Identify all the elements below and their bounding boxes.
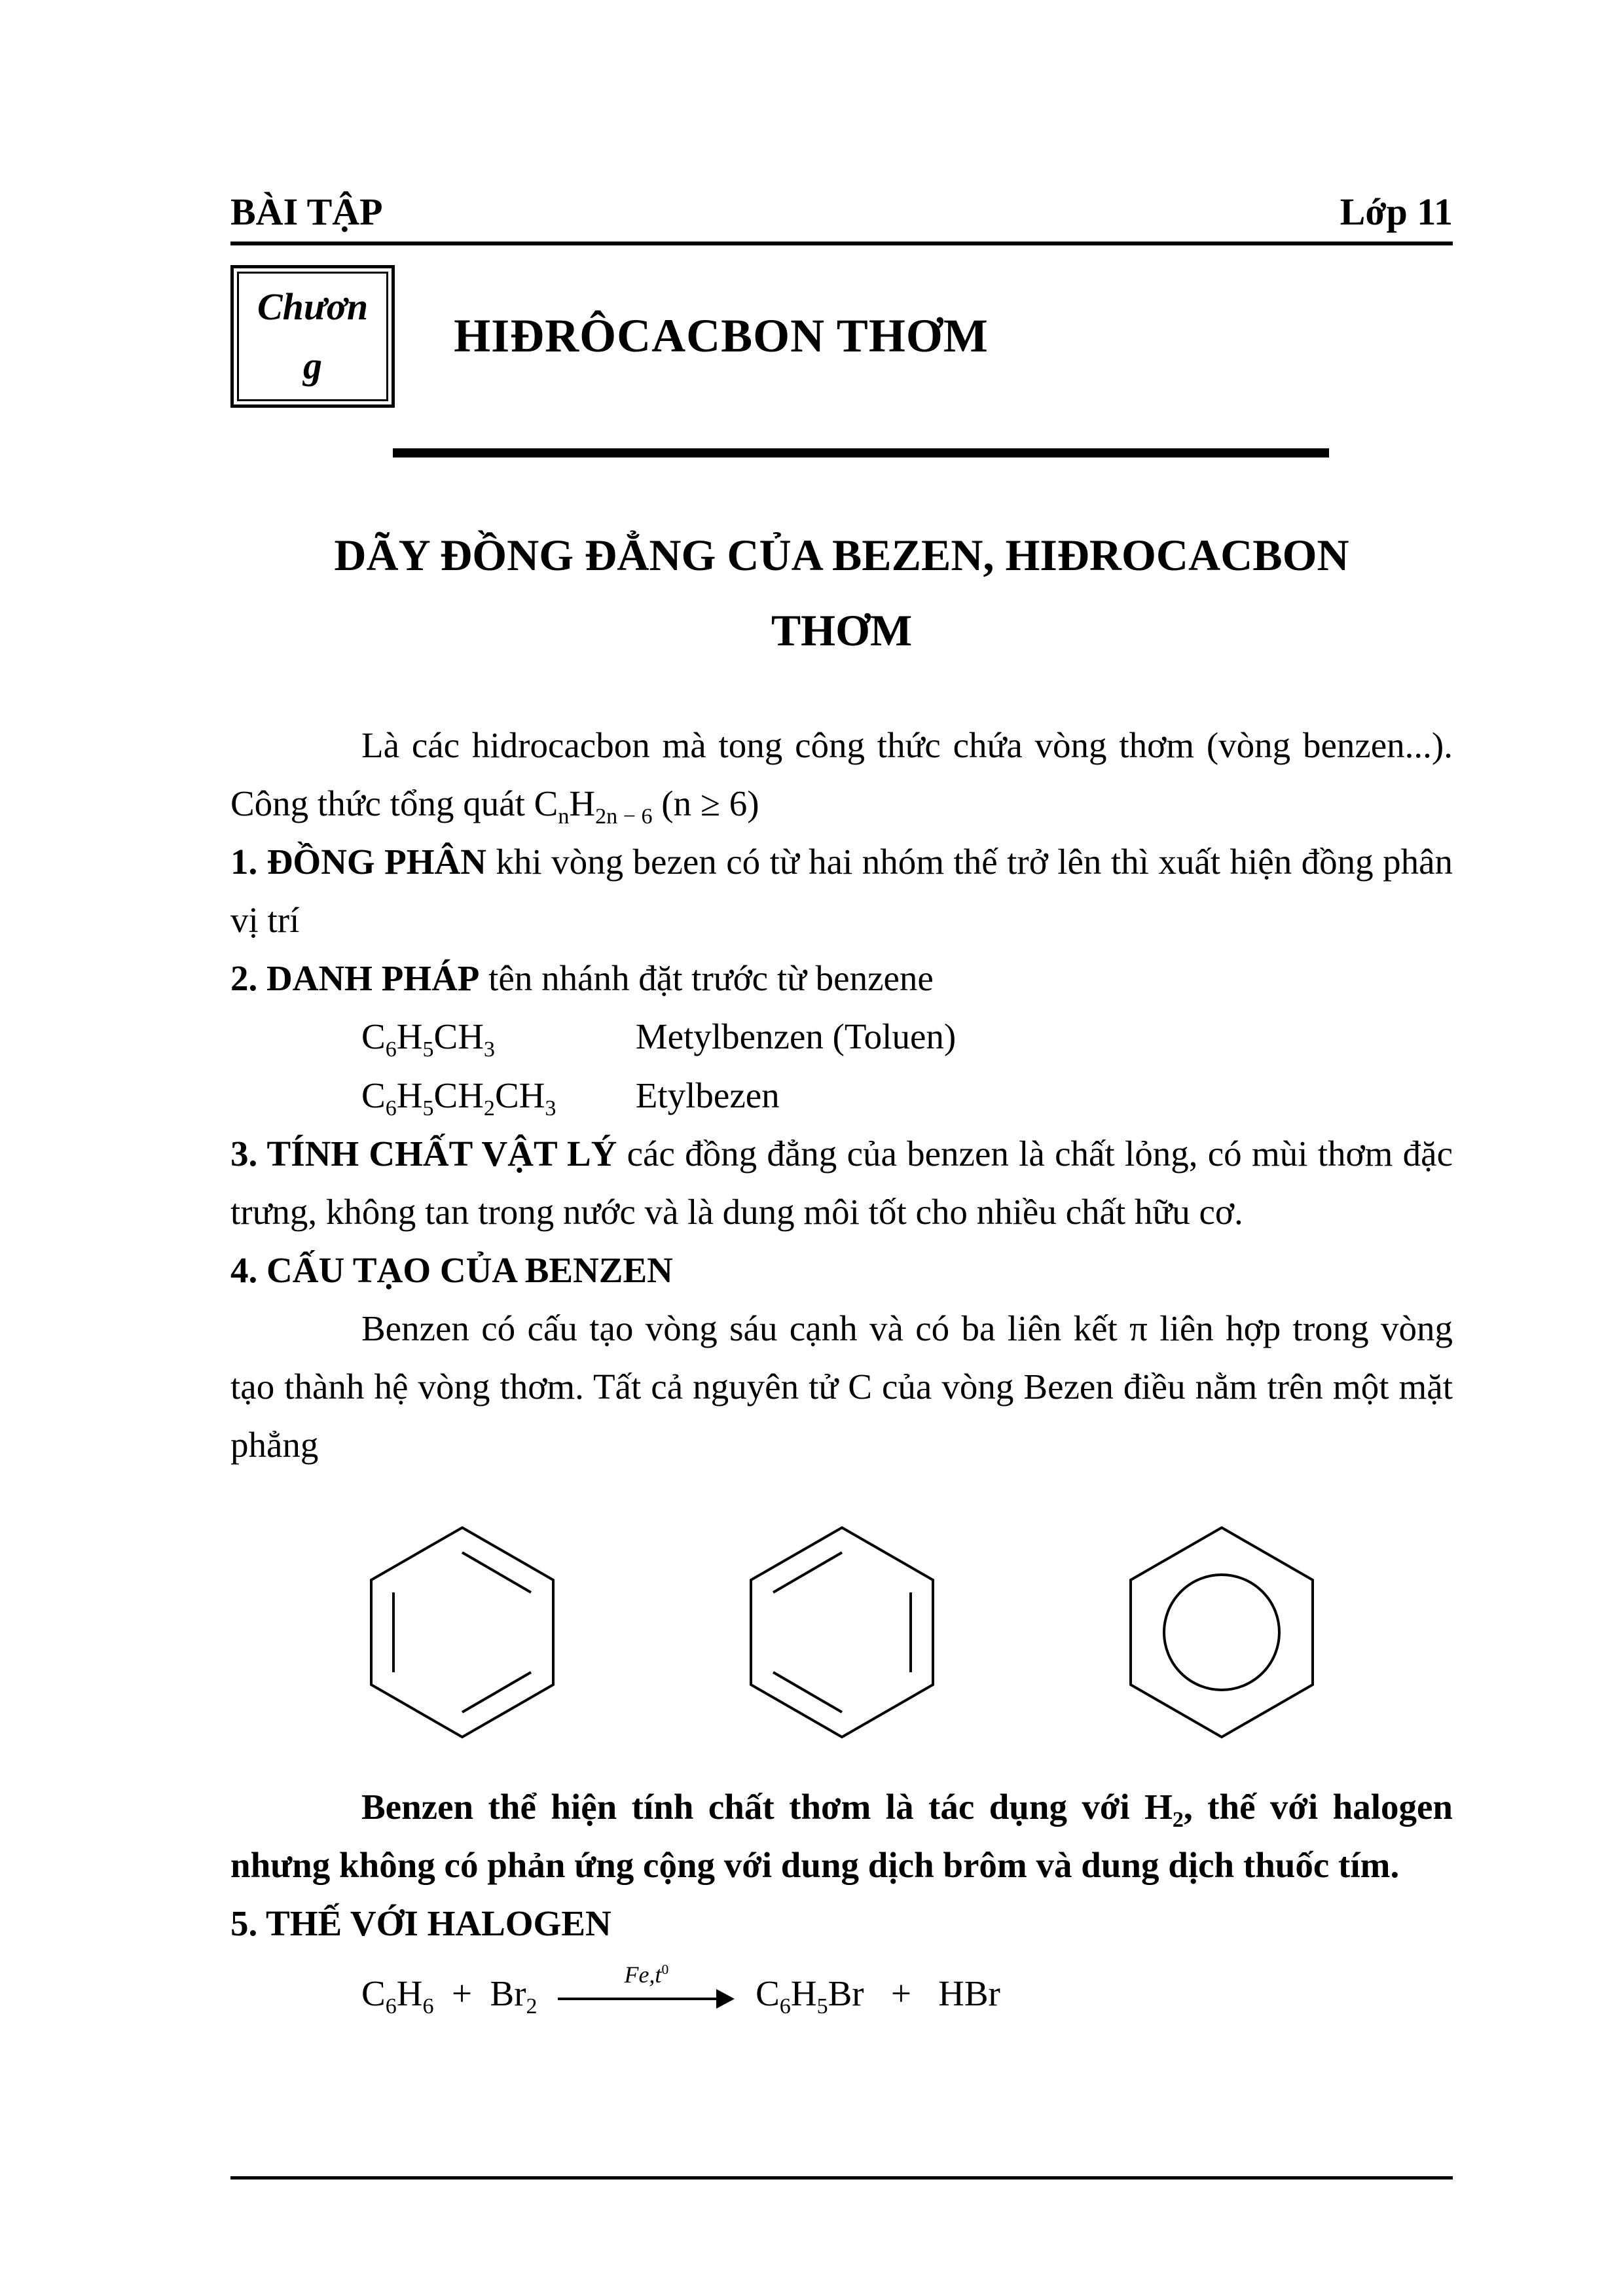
reaction-arrow (558, 1962, 735, 2017)
section-nomenclature-heading: 2. DANH PHÁP tên nhánh đặt trước từ benzene (230, 958, 934, 999)
chapter-box-text-line2: g (303, 344, 323, 387)
halogenation-equation (230, 1964, 1453, 2022)
document-body (230, 716, 1453, 2023)
section-structure-heading: 4. CẤU TẠO CỦA BENZEN (230, 1249, 673, 1290)
chapter-box-inner (237, 272, 388, 401)
aromatic-note-paragraph: Benzen thể hiện tính chất thơm là tác dụng với $H_2$, thế với halogen nhưng không có phản ứng cộng với dung dịch brôm và dung dịch thuốc tím. (230, 1787, 1453, 1886)
intro-paragraph: Là các hidrocacbon mà tong công thức chứa vòng thơm (vòng benzen...). Công thức tổng quát $C_nH_{2n - 6}$ (n ≥ 6) (230, 725, 1453, 829)
benzene-ring-delocalized-icon (1110, 1508, 1333, 1763)
benzene-ring-kekule-2-icon (731, 1508, 953, 1763)
chemical-formula: $C_6H_5CH_2CH_3$ (361, 1075, 556, 1121)
nomenclature-row (230, 1066, 1453, 1124)
section-isomers-paragraph: 1. ĐỒNG PHÂN khi vòng bezen có từ hai nhóm thế trở lên thì xuất hiện đồng phân vị trí (230, 842, 1453, 941)
divider-rule (393, 448, 1329, 457)
section-halogenation-heading: 5. THẾ VỚI HALOGEN (230, 1903, 611, 1944)
equation-reactants: $C_6H_6 + Br_2$ (361, 1973, 538, 2019)
arrow-line (558, 1998, 724, 2000)
compound-name: Metylbenzen (Toluen) (635, 1016, 957, 1057)
compound-name: Etylbezen (635, 1075, 780, 1115)
chapter-box-text-line1: Chươn (257, 285, 369, 328)
equation-products: $C_6H_5Br$ + HBr (756, 1973, 1000, 2019)
chapter-title: HIĐRÔCACBON THƠM (454, 310, 989, 363)
main-title (230, 518, 1453, 669)
header-left-label: BÀI TẬP (230, 190, 383, 233)
section-structure-paragraph: Benzen có cấu tạo vòng sáu cạnh và có ba liên kết π liên hợp trong vòng tạo thành hệ vòng thơm. Tất cả nguyên tử C của vòng Bezen điều nằm trên một mặt phẳng (230, 1308, 1453, 1465)
benzene-figures (230, 1508, 1453, 1763)
section-physical-properties-paragraph: 3. TÍNH CHẤT VẬT LÝ các đồng đẳng của benzen là chất lỏng, có mùi thơm đặc trưng, không tan trong nước và là dung môi tốt cho nhiều chất hữu cơ. (230, 1133, 1453, 1232)
footer-rule (230, 2176, 1453, 2179)
chapter-row (230, 265, 1453, 408)
page-header (230, 190, 1453, 245)
main-title-line1: DÃY ĐỒNG ĐẲNG CỦA BEZEN, HIĐROCACBON (334, 529, 1349, 580)
header-right-label: Lớp 11 (1340, 190, 1453, 233)
chapter-box (230, 265, 395, 408)
main-title-line2: THƠM (771, 605, 913, 656)
reaction-condition-label: $Fe,t^0$ (624, 1962, 669, 1988)
nomenclature-row (230, 1007, 1453, 1066)
arrow-head-icon (716, 1989, 735, 2009)
benzene-ring-kekule-1-icon (351, 1508, 574, 1763)
chemical-formula: $C_6H_5CH_3$ (361, 1016, 495, 1062)
